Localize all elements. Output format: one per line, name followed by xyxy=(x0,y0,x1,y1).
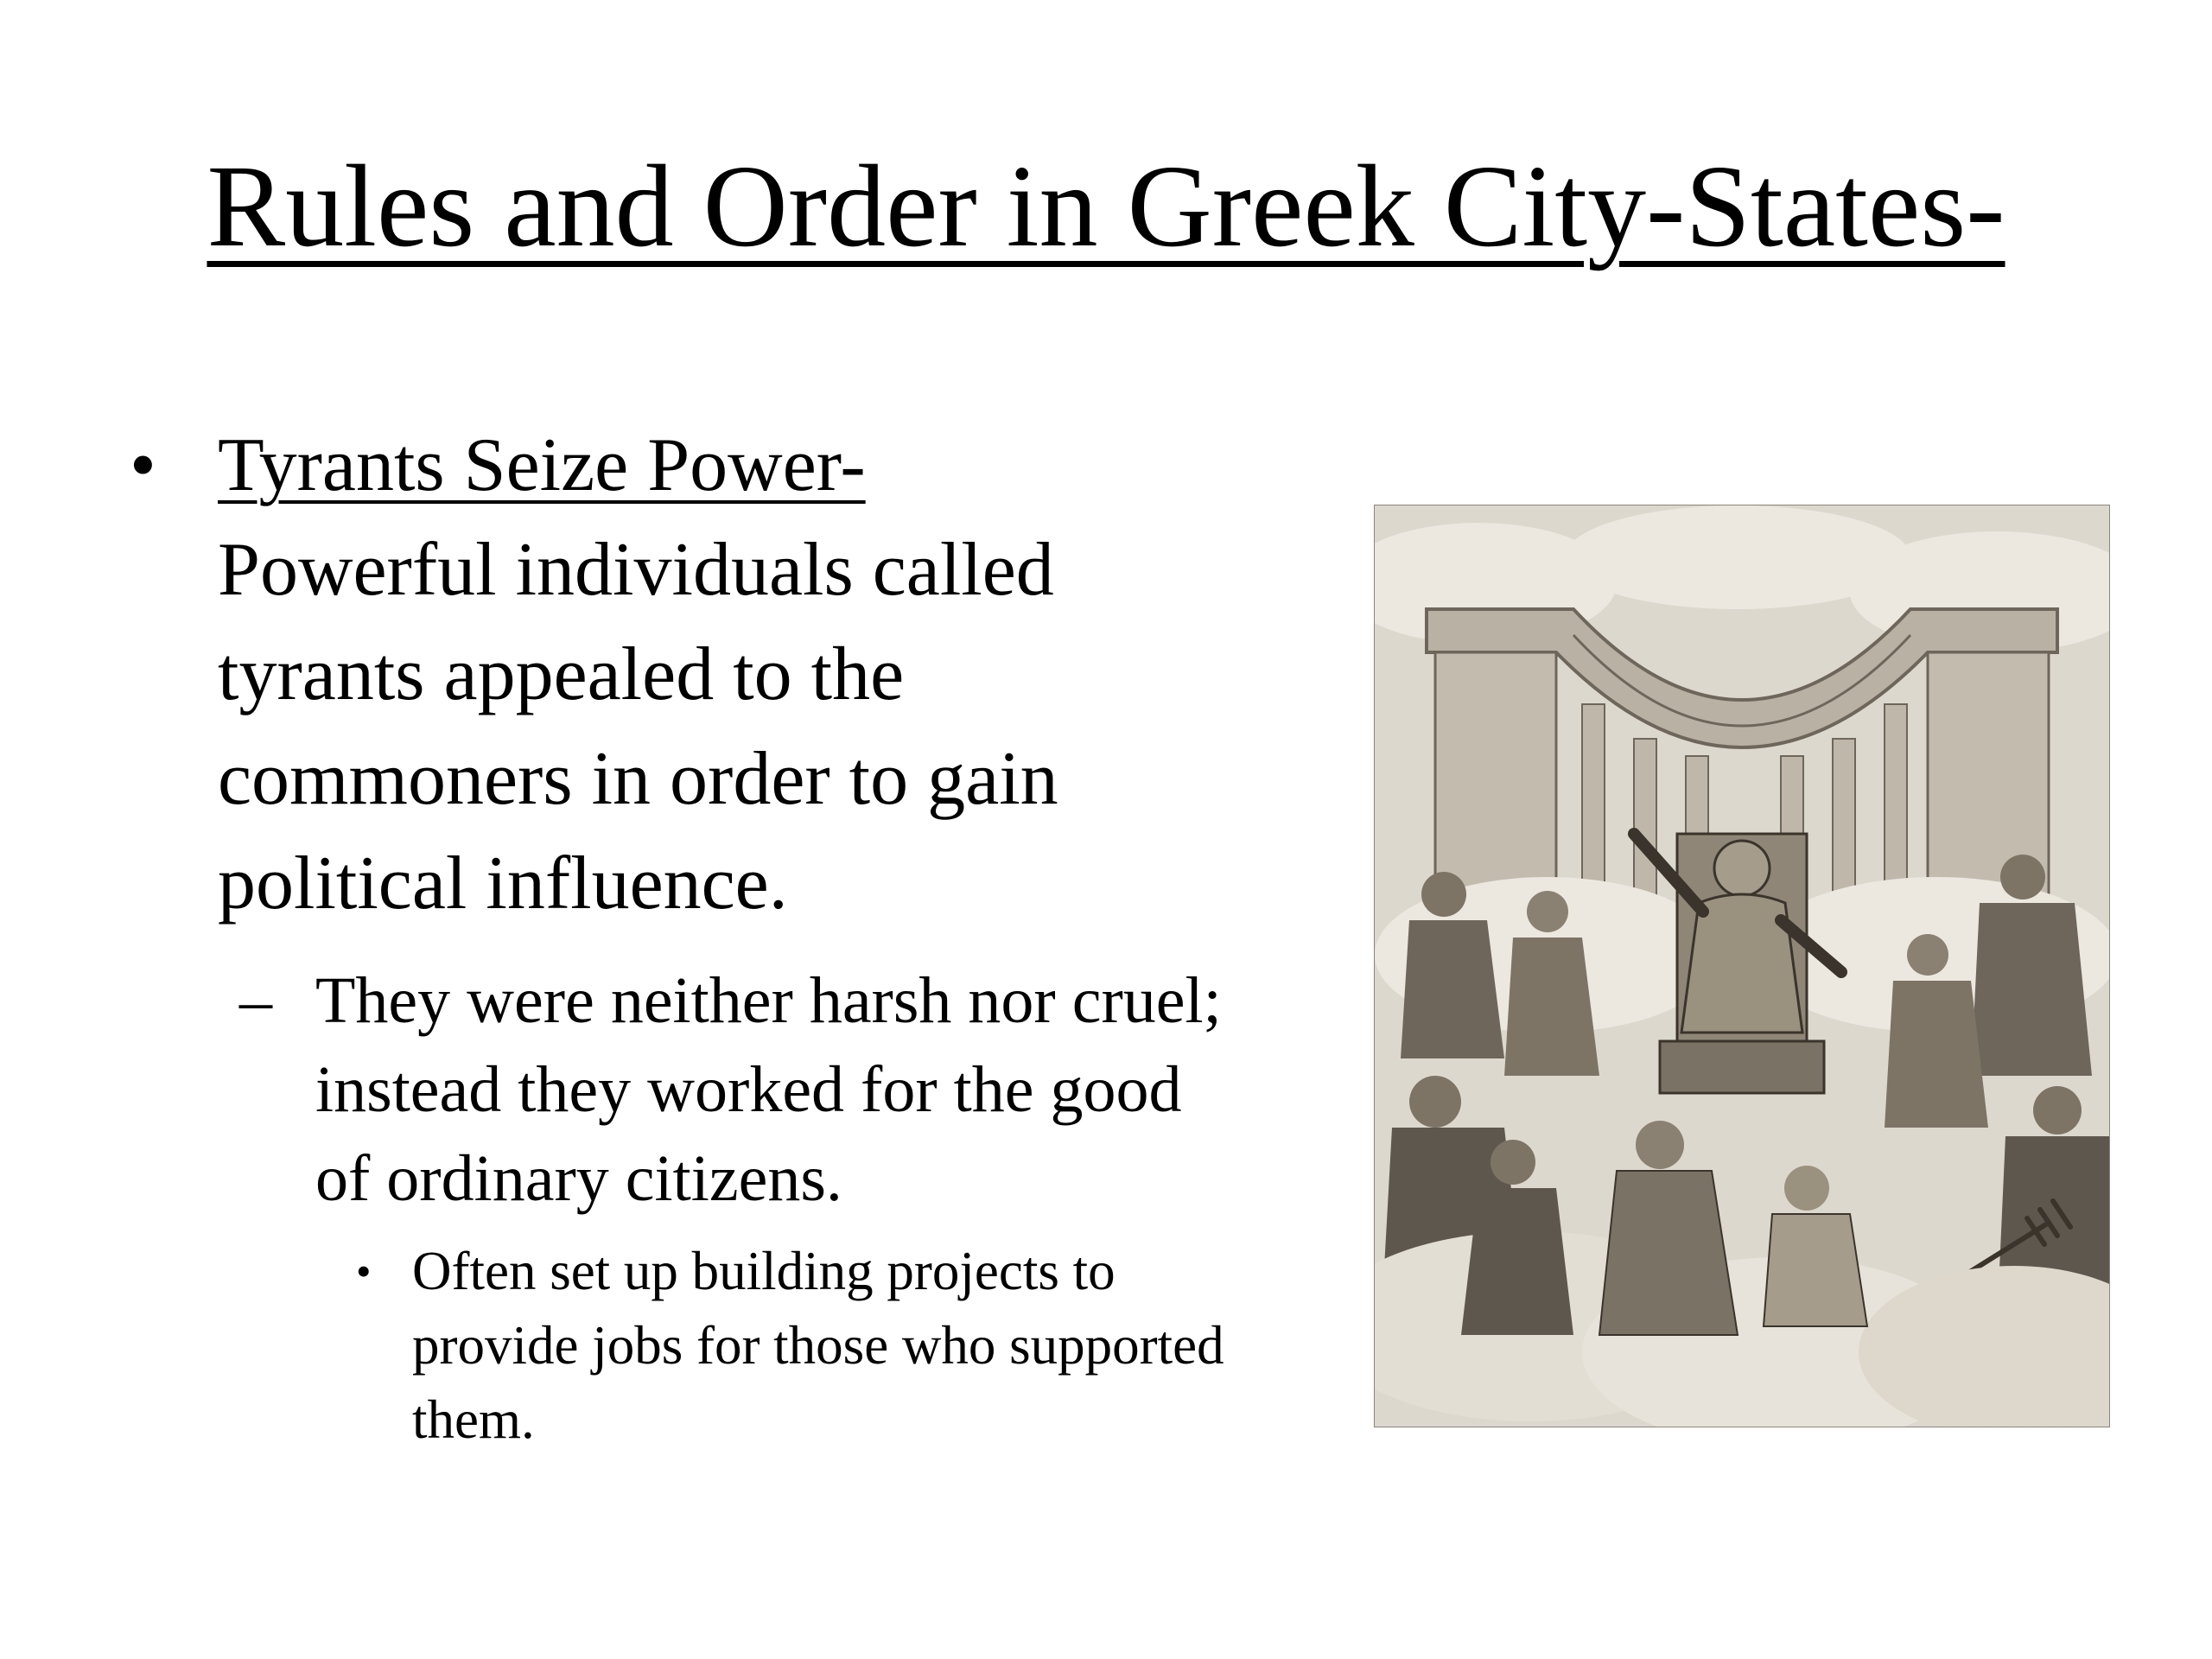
sub-bullet-text: They were neither harsh nor cruel; instead they worked for the good of ordinary citizens. xyxy=(315,964,1222,1215)
bullet-level-3 xyxy=(130,1234,1236,1457)
figure-body xyxy=(1971,903,2092,1076)
dash-marker: – xyxy=(239,964,272,1037)
slide-title-text: Rules and Order in Greek City-States- xyxy=(207,142,2005,271)
bullet-marker-small: • xyxy=(356,1247,372,1295)
slide-body xyxy=(130,413,1236,1457)
figure-head xyxy=(2000,855,2045,899)
figure-head xyxy=(1409,1076,1461,1128)
throne-base xyxy=(1660,1041,1824,1093)
figure-head xyxy=(1907,934,1948,976)
figure-body xyxy=(1764,1214,1867,1326)
engraving-illustration-svg xyxy=(1375,505,2109,1427)
figure-head xyxy=(1636,1121,1684,1169)
bullet-marker: • xyxy=(130,423,156,507)
figure-head xyxy=(1714,841,1770,896)
figure-head xyxy=(1527,891,1568,932)
bullet-level-1 xyxy=(130,413,1236,936)
figure-head xyxy=(1491,1140,1535,1185)
engraving-illustration-icon xyxy=(1374,505,2110,1427)
figure-body xyxy=(1461,1188,1573,1335)
bullet-heading: Tyrants Seize Power- xyxy=(218,423,866,507)
sub-sub-bullet-text: Often set up building projects to provide jobs for those who supported them. xyxy=(412,1241,1224,1450)
figure-body xyxy=(1885,981,1988,1128)
figure-head xyxy=(1784,1166,1829,1211)
bullet-level-2 xyxy=(130,957,1236,1224)
slide-title xyxy=(0,143,2212,272)
figure-body xyxy=(1401,920,1504,1058)
bullet-text: Powerful individuals called tyrants appealed to the commoners in order to gain political influence. xyxy=(218,528,1058,925)
figure-head xyxy=(2033,1086,2082,1135)
figure-head xyxy=(1421,872,1466,917)
